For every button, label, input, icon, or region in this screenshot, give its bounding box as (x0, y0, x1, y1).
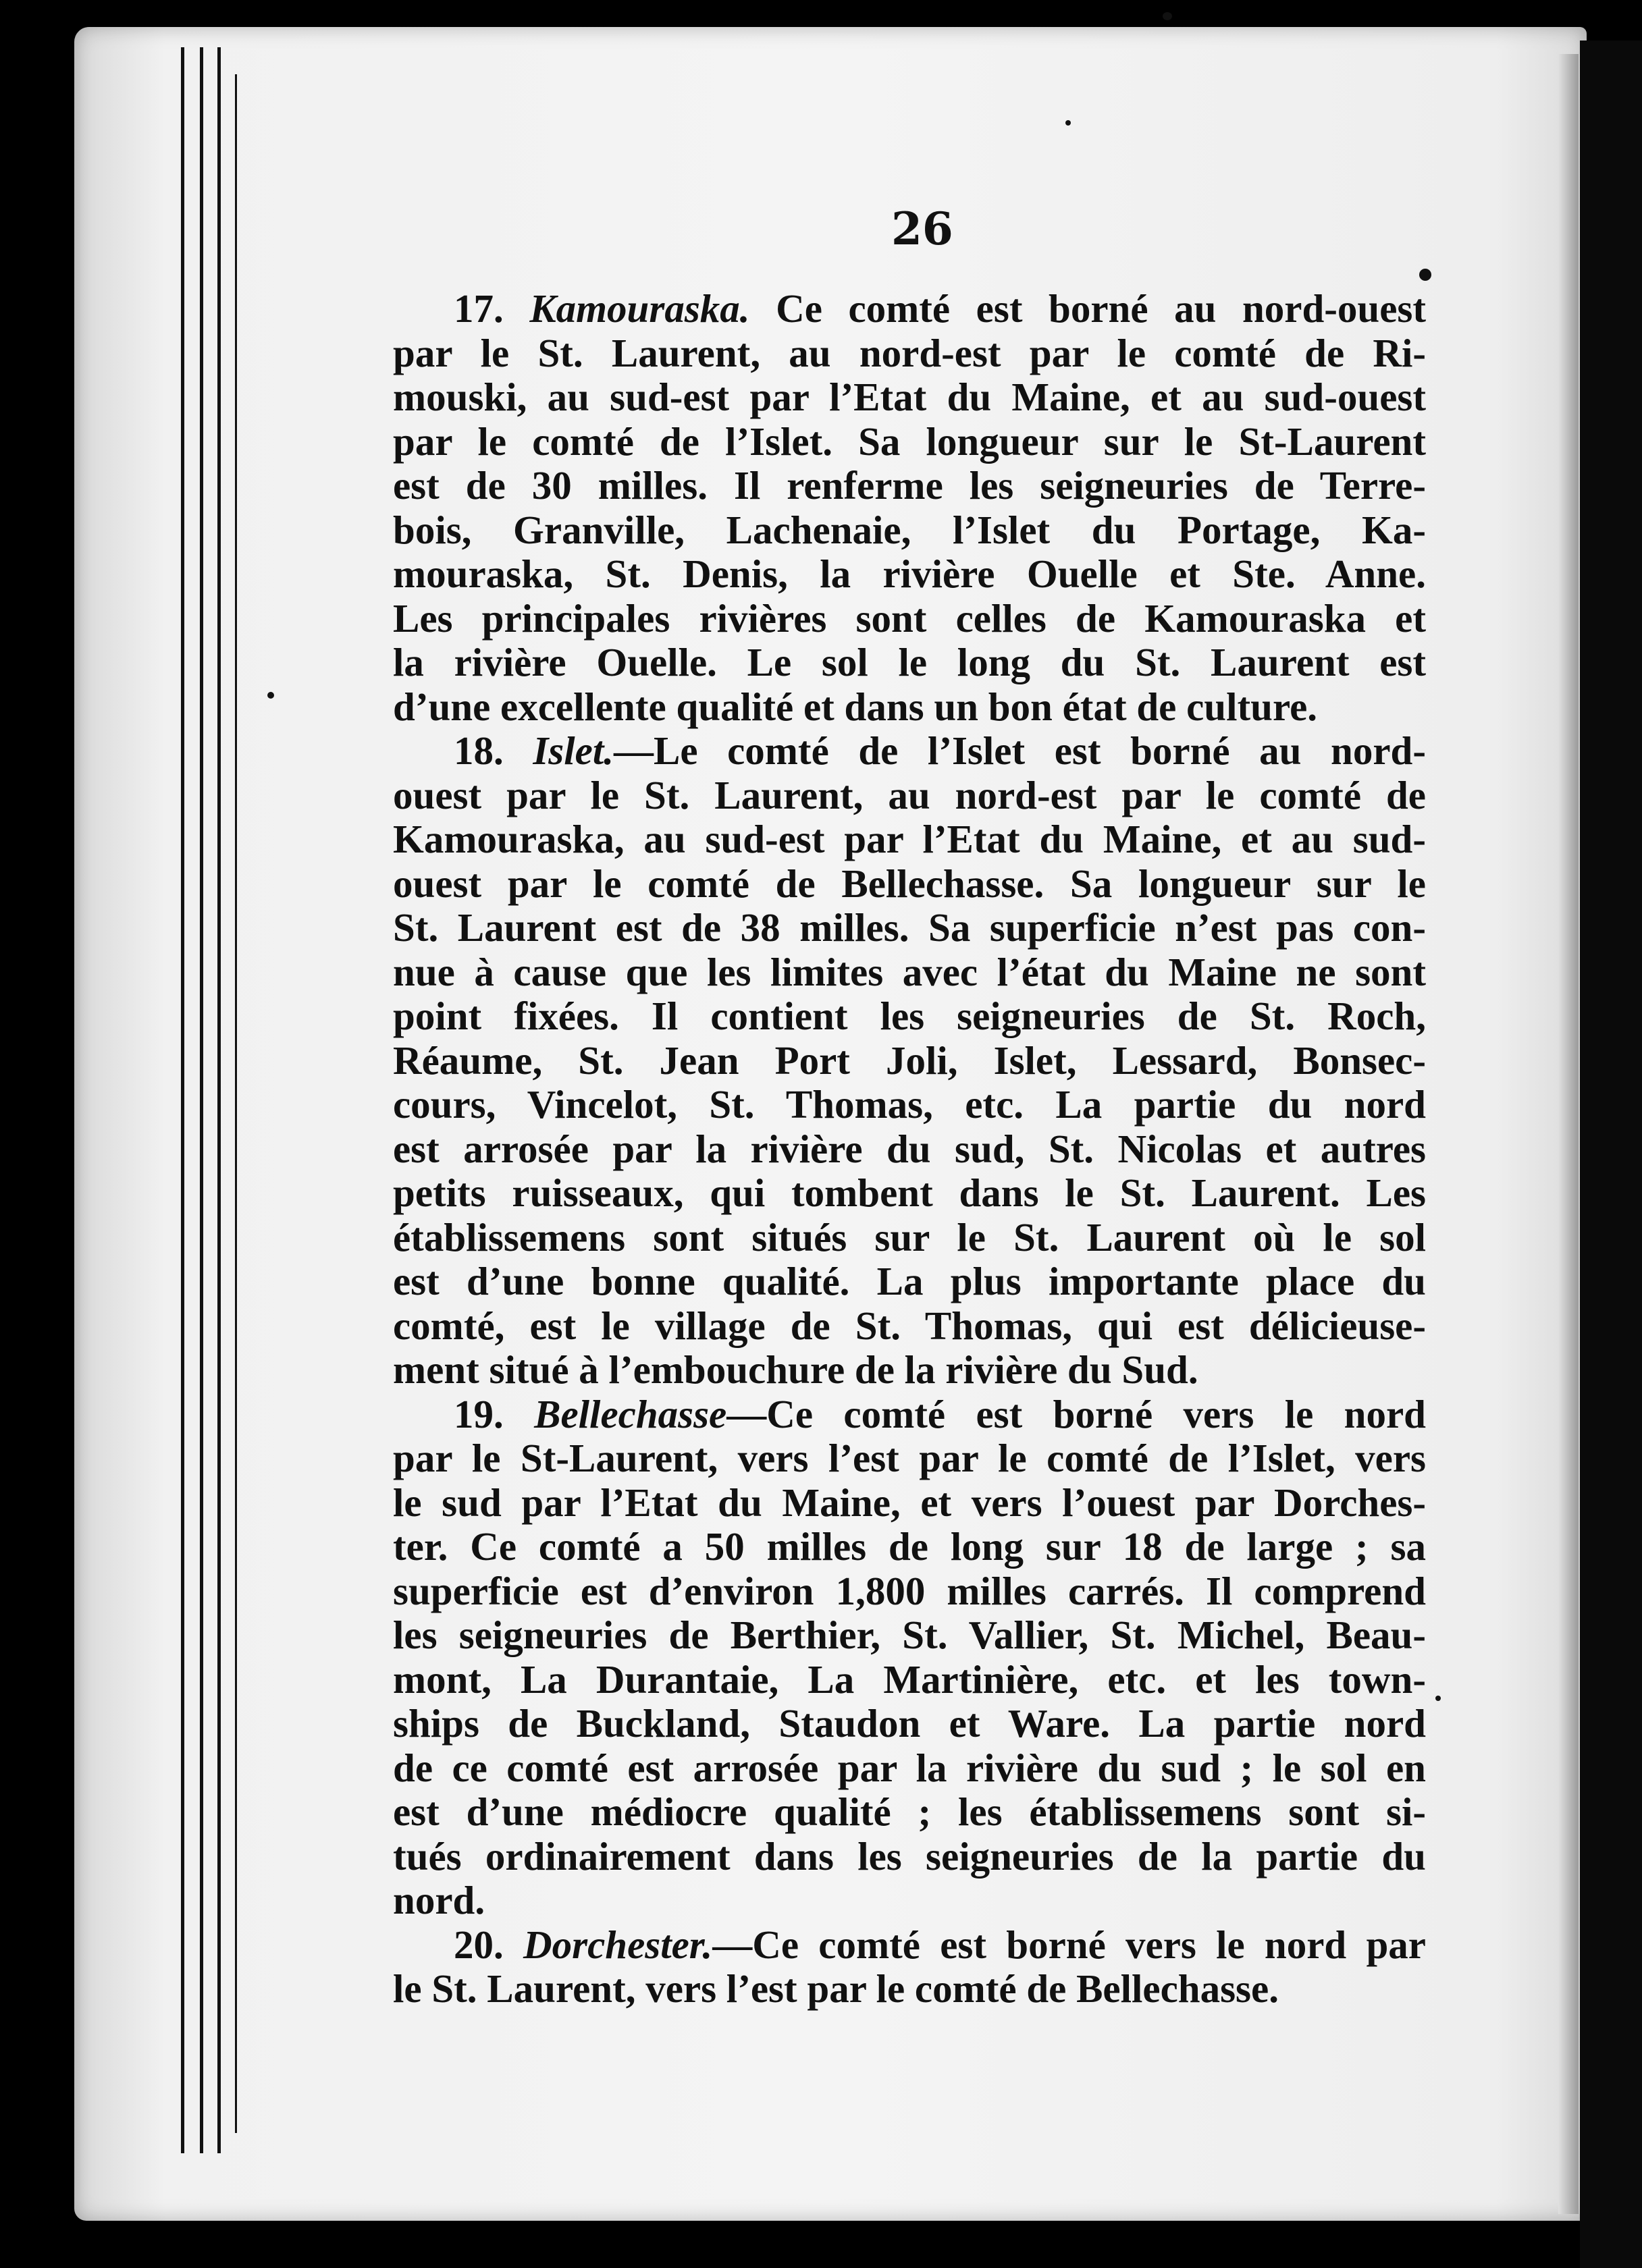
line-text: —Ce comté est borné vers le nord par (712, 1922, 1426, 1967)
text-line (393, 1658, 1426, 1702)
text-line (393, 597, 1426, 641)
ink-speck (1163, 12, 1172, 20)
text-line (393, 774, 1426, 818)
text-line (393, 1613, 1426, 1658)
line-text: établissemens sont situés sur le St. Laurent où le sol (393, 1215, 1426, 1260)
line-text: tués ordinairement dans les seigneuries de la partie du (393, 1834, 1426, 1879)
line-text: est d’une bonne qualité. La plus importante place du (393, 1260, 1426, 1303)
line-text: par le St-Laurent, vers l’est par le comté de l’Islet, vers (393, 1436, 1426, 1480)
text-line (393, 1525, 1426, 1569)
text-line (393, 1835, 1426, 1879)
text-line (393, 950, 1426, 995)
text-line (393, 1304, 1426, 1349)
page-edge-line (235, 74, 237, 2133)
line-text: ouest par le comté de Bellechasse. Sa longueur sur le (393, 861, 1426, 906)
line-text: est arrosée par la rivière du sud, St. Nicolas et autres (393, 1127, 1426, 1171)
text-line (393, 1967, 1426, 2012)
county-name: Dorchester. (523, 1922, 713, 1967)
text-line (393, 729, 1426, 774)
county-name: Kamouraska. (529, 287, 750, 331)
line-text: par le St. Laurent, au nord-est par le comté de Ri- (393, 331, 1426, 375)
text-line (393, 1348, 1426, 1393)
body-text (393, 287, 1426, 2012)
county-name: Islet. (533, 729, 614, 773)
line-text: de ce comté est arrosée par la rivière du sud ; le sol en (393, 1746, 1426, 1790)
text-line (393, 906, 1426, 950)
paragraph (393, 729, 1426, 1393)
text-line (393, 375, 1426, 420)
page-edge-line (200, 47, 203, 2153)
text-line (393, 1702, 1426, 1746)
ink-speck (267, 692, 274, 699)
text-line (393, 1923, 1426, 1968)
line-text: bois, Granville, Lachenaie, l’Islet du Portage, Ka- (393, 508, 1426, 552)
line-text: Ce comté est borné au nord-ouest (749, 287, 1426, 331)
line-text: d’une excellente qualité et dans un bon état de culture. (393, 684, 1318, 729)
line-text: Kamouraska, au sud-est par l’Etat du Maine, et au sud- (393, 817, 1426, 861)
text-line (393, 1790, 1426, 1835)
text-line (393, 287, 1426, 331)
text-line (393, 1171, 1426, 1216)
text-line (393, 1879, 1426, 1923)
line-text: ment situé à l’embouchure de la rivière du Sud. (393, 1348, 1198, 1392)
line-text: le sud par l’Etat du Maine, et vers l’ouest par Dorches- (393, 1480, 1426, 1525)
text-line (393, 464, 1426, 508)
text-line (393, 1393, 1426, 1437)
line-text: Réaume, St. Jean Port Joli, Islet, Lessard, Bonsec- (393, 1038, 1426, 1083)
text-line (393, 420, 1426, 464)
entry-number: 17. (454, 287, 530, 331)
text-line (393, 1746, 1426, 1791)
text-line (393, 1039, 1426, 1083)
text-line (393, 331, 1426, 376)
text-line (393, 1127, 1426, 1172)
ink-speck (1419, 269, 1431, 281)
line-text: —Ce comté est borné vers le nord (726, 1392, 1426, 1436)
line-text: nord. (393, 1879, 485, 1922)
text-line (393, 1083, 1426, 1127)
paragraph (393, 1393, 1426, 1923)
page-gutter-shadow (1558, 54, 1579, 2214)
line-text: par le comté de l’Islet. Sa longueur sur le St-Laurent (393, 419, 1426, 464)
line-text: mouraska, St. Denis, la rivière Ouelle et Ste. Anne. (393, 552, 1426, 596)
line-text: les seigneuries de Berthier, St. Vallier, St. Michel, Beau- (393, 1613, 1426, 1657)
entry-number: 18. (454, 729, 533, 773)
line-text: comté, est le village de St. Thomas, qui est délicieuse- (393, 1303, 1426, 1348)
line-text: le St. Laurent, vers l’est par le comté de Bellechasse. (393, 1967, 1279, 2011)
line-text: mouski, au sud-est par l’Etat du Maine, et au sud-ouest (393, 375, 1426, 419)
page-edge-line (217, 47, 221, 2153)
page-edge-line (181, 47, 184, 2153)
text-line (393, 1260, 1426, 1304)
text-line (393, 817, 1426, 862)
line-text: ter. Ce comté a 50 milles de long sur 18 de large ; sa (393, 1525, 1426, 1569)
line-text: St. Laurent est de 38 milles. Sa superficie n’est pas con- (393, 906, 1426, 950)
line-text: la rivière Ouelle. Le sol le long du St. Laurent est (393, 641, 1426, 684)
text-line (393, 641, 1426, 685)
line-text: cours, Vincelot, St. Thomas, etc. La partie du nord (393, 1083, 1426, 1127)
ink-speck (1065, 120, 1071, 126)
line-text: —Le comté de l’Islet est borné au nord- (613, 729, 1426, 773)
line-text: ouest par le St. Laurent, au nord-est par le comté de (393, 773, 1426, 817)
text-line (393, 994, 1426, 1039)
line-text: nue à cause que les limites avec l’état du Maine ne sont (393, 950, 1426, 994)
scan-border (1580, 40, 1642, 2268)
line-text: superficie est d’environ 1,800 milles carrés. Il comprend (393, 1569, 1426, 1613)
ink-speck (1435, 1696, 1441, 1701)
text-line (393, 1436, 1426, 1481)
line-text: est d’une médiocre qualité ; les établissemens sont si- (393, 1790, 1426, 1834)
county-name: Bellechasse (534, 1392, 727, 1436)
text-line (393, 1569, 1426, 1614)
entry-number: 20. (454, 1922, 523, 1967)
text-line (393, 1216, 1426, 1260)
text-line (393, 685, 1426, 730)
line-text: point fixées. Il contient les seigneuries de St. Roch, (393, 994, 1426, 1038)
line-text: est de 30 milles. Il renferme les seigneuries de Terre- (393, 464, 1426, 508)
text-line (393, 552, 1426, 597)
page-number: 26 (891, 202, 953, 255)
text-line (393, 862, 1426, 907)
text-line (393, 1481, 1426, 1526)
line-text: ships de Buckland, Staudon et Ware. La partie nord (393, 1702, 1426, 1746)
text-line (393, 508, 1426, 553)
line-text: mont, La Durantaie, La Martinière, etc. et les town- (393, 1657, 1426, 1702)
entry-number: 19. (454, 1392, 535, 1436)
paragraph (393, 1923, 1426, 2012)
line-text: Les principales rivières sont celles de Kamouraska et (393, 596, 1426, 641)
paragraph (393, 287, 1426, 729)
line-text: petits ruisseaux, qui tombent dans le St. Laurent. Les (393, 1171, 1426, 1215)
